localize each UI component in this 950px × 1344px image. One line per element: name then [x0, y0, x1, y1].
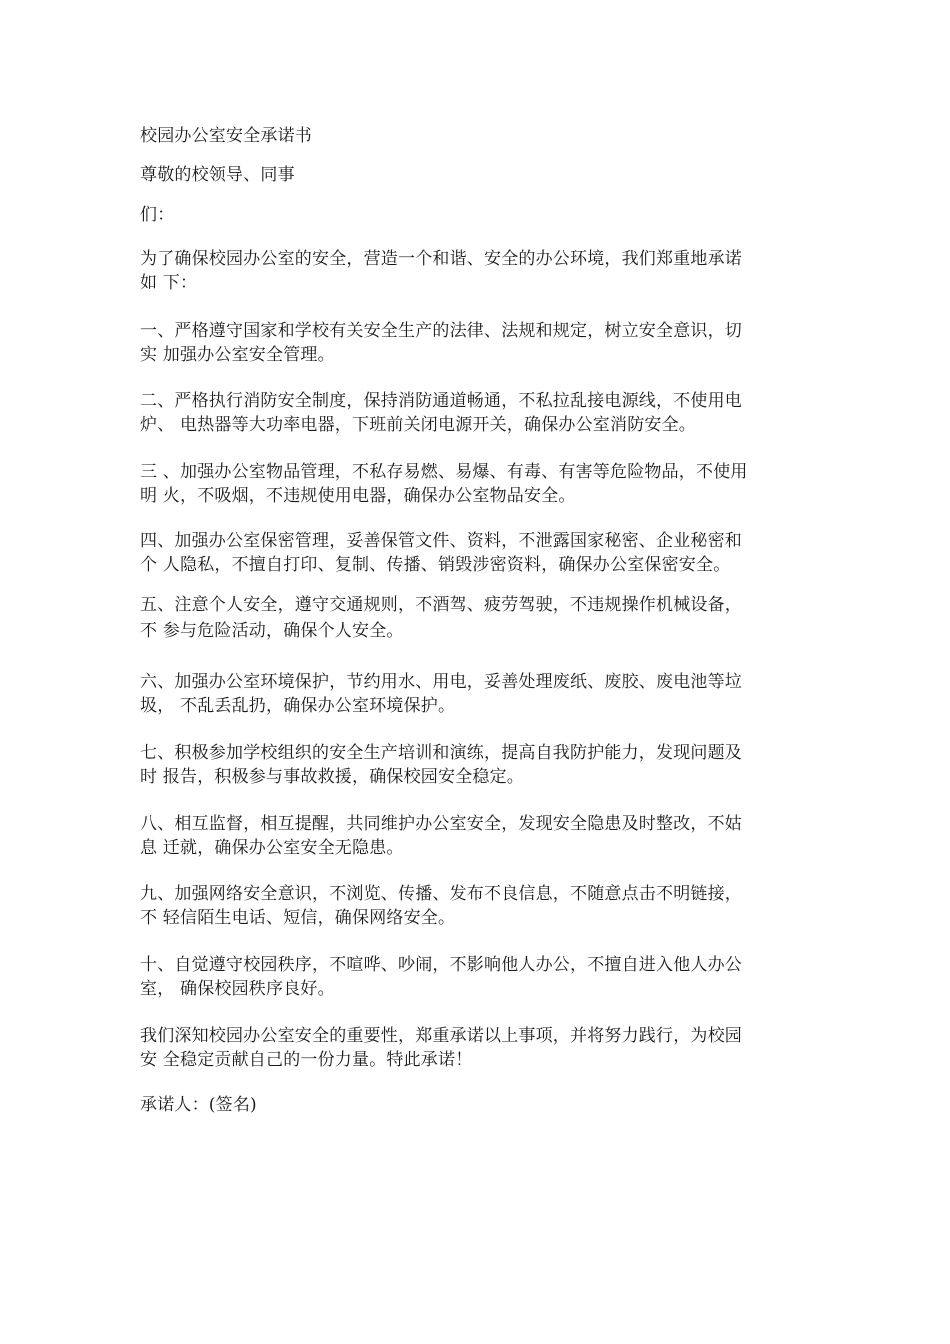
salutation-line-2: 们： — [140, 205, 175, 225]
salutation-line-1: 尊敬的校领导、同事 — [140, 165, 295, 185]
item-2-line-2: 炉、 电热器等大功率电器，下班前关闭电源开关，确保办公室消防安全。 — [140, 415, 697, 435]
item-6-line-1: 六、加强办公室环境保护，节约用水、用电，妥善处理废纸、废胶、废电池等垃 — [140, 672, 742, 692]
item-5-line-2: 不 参与危险活动，确保个人安全。 — [140, 621, 404, 641]
item-10-line-2: 室， 确保校园秩序良好。 — [140, 979, 335, 999]
item-4-line-2: 个 人隐私，不擅自打印、复制、传播、销毁涉密资料，确保办公室保密安全。 — [140, 555, 731, 575]
signature-line: 承诺人：(签名) — [140, 1095, 257, 1115]
closing-line-1: 我们深知校园办公室安全的重要性，郑重承诺以上事项，并将努力践行，为校园 — [140, 1026, 742, 1046]
closing-line-2: 安 全稳定贡献自己的一份力量。特此承诺！ — [140, 1050, 473, 1070]
item-2-line-1: 二、严格执行消防安全制度，保持消防通道畅通，不私拉乱接电源线，不使用电 — [140, 391, 742, 411]
item-7-line-1: 七、积极参加学校组织的安全生产培训和演练，提高自我防护能力，发现问题及 — [140, 743, 742, 763]
item-8-line-1: 八、相互监督，相互提醒，共同维护办公室安全，发现安全隐患及时整改，不姑 — [140, 814, 742, 834]
item-9-line-1: 九、加强网络安全意识，不浏览、传播、发布不良信息，不随意点击不明链接， — [140, 884, 742, 904]
item-3-line-2: 明 火，不吸烟，不违规使用电器，确保办公室物品安全。 — [140, 486, 576, 506]
item-1-line-2: 实 加强办公室安全管理。 — [140, 345, 335, 365]
item-9-line-2: 不 轻信陌生电话、短信，确保网络安全。 — [140, 908, 456, 928]
item-7-line-2: 时 报告，积极参与事故救援，确保校园安全稳定。 — [140, 767, 525, 787]
intro-line-2: 如 下： — [140, 273, 198, 293]
item-3-line-1: 三 、加强办公室物品管理，不私存易燃、易爆、有毒、有害等危险物品，不使用 — [140, 462, 748, 482]
document-title: 校园办公室安全承诺书 — [140, 126, 312, 146]
item-10-line-1: 十、自觉遵守校园秩序，不喧哗、吵闹，不影响他人办公，不擅自进入他人办公 — [140, 955, 742, 975]
intro-line-1: 为了确保校园办公室的安全，营造一个和谐、安全的办公环境，我们郑重地承诺 — [140, 249, 742, 269]
item-5-line-1: 五、注意个人安全，遵守交通规则，不酒驾、疲劳驾驶，不违规操作机械设备， — [140, 595, 742, 615]
item-6-line-2: 圾， 不乱丢乱扔，确保办公室环境保护。 — [140, 696, 456, 716]
item-4-line-1: 四、加强办公室保密管理，妥善保管文件、资料，不泄露国家秘密、企业秘密和 — [140, 531, 742, 551]
item-1-line-1: 一、严格遵守国家和学校有关安全生产的法律、法规和规定，树立安全意识，切 — [140, 321, 742, 341]
item-8-line-2: 息 迁就，确保办公室安全无隐患。 — [140, 838, 404, 858]
